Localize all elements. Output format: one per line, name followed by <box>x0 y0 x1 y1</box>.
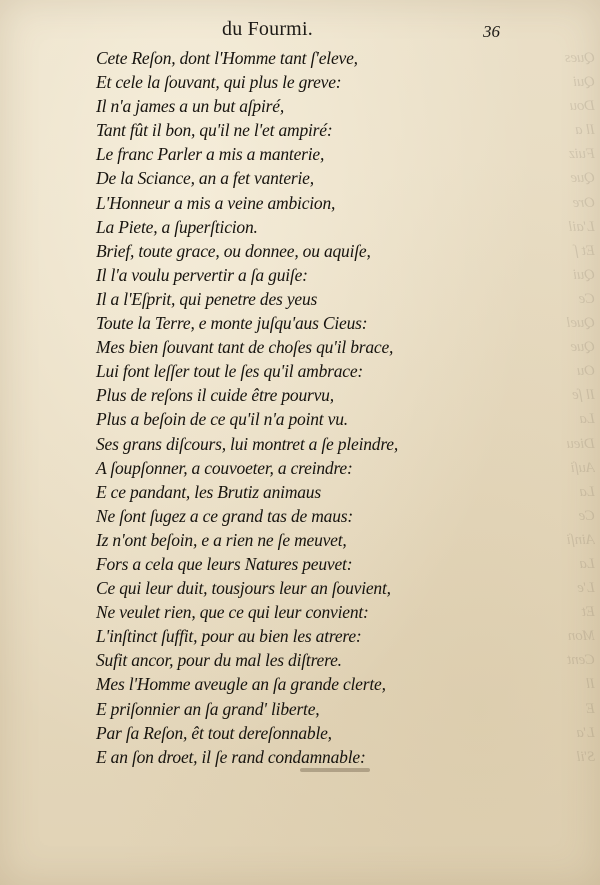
show-through-line: Ore <box>572 194 595 211</box>
show-through-line: Fuiz <box>569 146 595 163</box>
show-through-line: Ques <box>564 50 595 66</box>
running-head-title: du Fourmi. <box>222 18 313 40</box>
verse-line: Il a l'Eſprit, qui penetre des yeus <box>96 288 318 309</box>
show-through-line: S'il <box>576 748 595 765</box>
verse-line: Toute la Terre, e monte juſqu'aus Cieus: <box>96 313 368 334</box>
verse-line: Mes l'Homme aveugle an ſa grande clerte, <box>96 674 386 695</box>
verse-line: Il n'a james a un but aſpiré, <box>96 96 284 117</box>
show-through-line: Quel <box>566 315 595 332</box>
verse-line: Ses grans diſcours, lui montret a ſe pleindre, <box>96 433 399 454</box>
show-through-line: E <box>586 700 595 717</box>
show-through-line: Il <box>586 676 595 693</box>
verse-line: Mes bien ſouvant tant de choſes qu'il brace, <box>96 337 394 358</box>
show-through-line: Il a <box>575 122 595 139</box>
verse-line: L'inſtinct ſuffit, pour au bien les atrere: <box>96 626 362 647</box>
page-number: 36 <box>483 22 500 41</box>
verse-line: Fors a cela que leurs Natures peuvet: <box>96 553 353 574</box>
running-head <box>0 18 600 42</box>
verse-line: Il l'a voulu pervertir a ſa guiſe: <box>96 264 308 285</box>
show-through-line: La <box>579 555 595 572</box>
show-through-line: Et ſ <box>574 242 595 259</box>
show-through-line: Qui <box>573 266 595 283</box>
show-through-line: L'e <box>577 580 595 597</box>
show-through-line: Dou <box>569 98 595 115</box>
verse-line: Le franc Parler a mis a manterie, <box>96 144 325 165</box>
verse-line: E an ſon droet, il ſe rand condamnable: <box>96 746 366 767</box>
ink-smudge <box>300 768 370 772</box>
verse-line: Plus de reſons il cuide être pourvu, <box>96 385 334 406</box>
show-through-line: Il ſe <box>572 387 595 404</box>
show-through-line: La <box>579 483 595 500</box>
verse-line: Sufit ancor, pour du mal les diſtrere. <box>96 650 342 671</box>
verse-line: Brief, toute grace, ou donnee, ou aquiſe, <box>96 240 371 261</box>
show-through-line: L'ail <box>568 218 595 235</box>
verse-line: E priſonnier an ſa grand' liberte, <box>96 698 320 719</box>
verse-line: De la Sciance, an a fet vanterie, <box>96 168 314 189</box>
verse-line: Et cele la ſouvant, qui plus le greve: <box>96 72 342 93</box>
show-through-line: Qui <box>573 74 595 91</box>
verse-line: A ſoupſonner, a couvoeter, a creindre: <box>96 457 353 478</box>
show-through-line: Ce <box>578 507 595 524</box>
show-through-line: Auſi <box>570 459 595 476</box>
show-through-line: Dieu <box>566 435 595 452</box>
show-through-line: Mon <box>568 628 595 645</box>
show-through-line: Que <box>570 170 595 187</box>
show-through-line: Ce <box>578 290 595 307</box>
show-through-line: La <box>579 411 595 428</box>
verse-line: Iz n'ont beſoin, e a rien ne ſe meuvet, <box>96 529 347 550</box>
verse-line: E ce pandant, les Brutiz animaus <box>96 481 321 502</box>
show-through-line: Ou <box>577 363 595 380</box>
verse-line: Ne ſont ſugez a ce grand tas de maus: <box>96 505 354 526</box>
verse-line: Ne veulet rien, que ce qui leur convient: <box>96 602 369 623</box>
verse-line: L'Honneur a mis a veine ambicion, <box>96 192 336 213</box>
show-through-line: Ainſi <box>566 531 595 548</box>
show-through-line: Et <box>582 604 595 621</box>
verse-line: Tant fût il bon, qu'il ne l'et ampiré: <box>96 120 333 141</box>
poem-text <box>96 46 566 769</box>
show-through-line: L'a <box>576 724 595 741</box>
verse-line: Plus a beſoin de ce qu'il n'a point vu. <box>96 409 348 430</box>
show-through-line: Que <box>570 339 595 356</box>
verse-line: Ce qui leur duit, tousjours leur an ſouvient, <box>96 578 391 599</box>
verse-line: Cete Reſon, dont l'Homme tant ſ'eleve, <box>96 48 358 68</box>
verse-line: La Piete, a ſuperſticion. <box>96 216 258 237</box>
verse-line: Par ſa Reſon, êt tout dereſonnable, <box>96 722 332 743</box>
show-through-line: Cent <box>567 652 595 669</box>
verse-line: Lui font leſſer tout le ſes qu'il ambrace: <box>96 361 364 382</box>
